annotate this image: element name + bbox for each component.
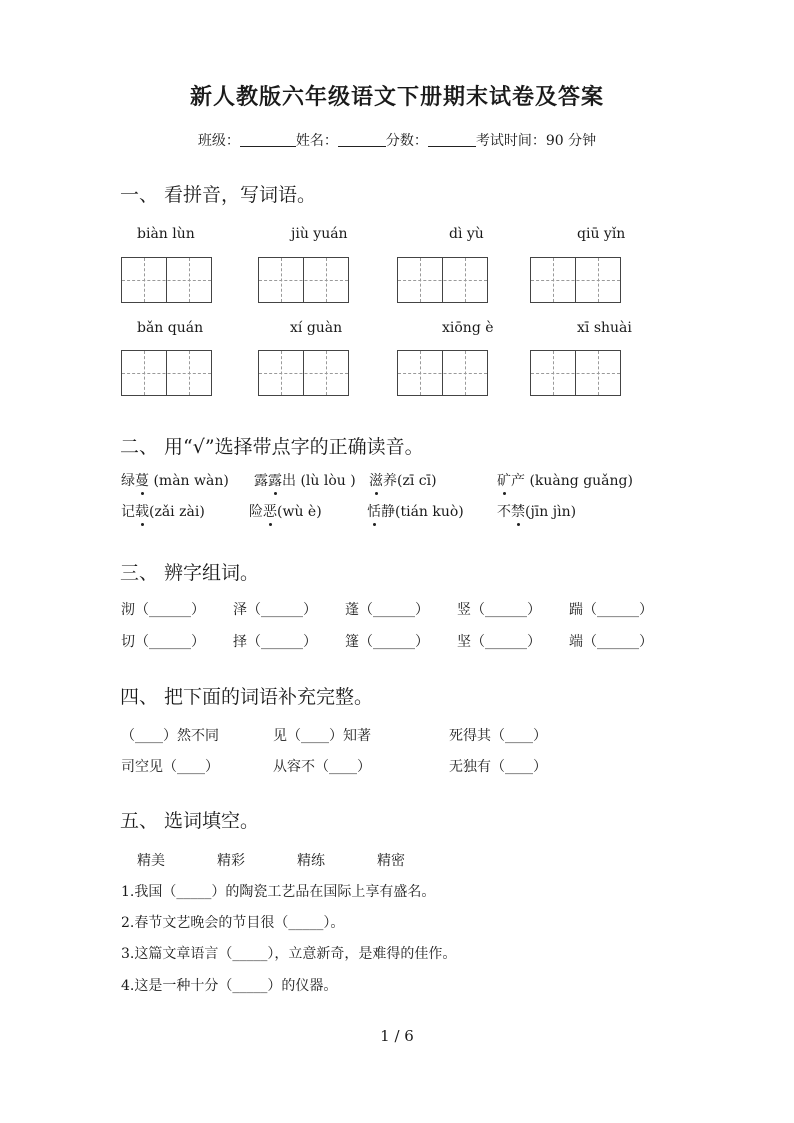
reading-item[interactable]: 矿产 (kuàng guǎng) (497, 473, 633, 489)
writing-grid[interactable] (530, 257, 621, 303)
class-label: 班级： (197, 133, 240, 149)
fill-sentence[interactable]: 1.我国（_____）的陶瓷工艺品在国际上享有盛名。 (121, 884, 436, 900)
fill-sentence[interactable]: 4.这是一种十分（_____）的仪器。 (121, 978, 338, 994)
word-blank[interactable]: 切（______） (121, 634, 205, 650)
name-label: 姓名： (295, 133, 338, 149)
word-blank[interactable]: 择（______） (233, 634, 317, 650)
idiom-blank[interactable]: 司空见（____） (121, 759, 219, 775)
idiom-blank[interactable]: 从容不（____） (273, 759, 371, 775)
word-choice: 精美 (137, 853, 165, 869)
time-label: 考试时间：90 分钟 (475, 133, 597, 149)
writing-grid[interactable] (121, 350, 212, 396)
dotted-char: 露 (268, 473, 282, 489)
idiom-blank[interactable]: （____）然不同 (121, 728, 219, 744)
pinyin-label: dì yù (449, 226, 484, 242)
word-blank[interactable]: 踹（______） (569, 602, 653, 618)
reading-item[interactable]: 不禁(jīn jìn) (497, 504, 577, 520)
reading-item[interactable]: 绿蔓 (màn wàn) (121, 473, 229, 489)
word-blank[interactable]: 蓬（______） (345, 602, 429, 618)
word-blank[interactable]: 竖（______） (457, 602, 541, 618)
word-blank[interactable]: 端（______） (569, 634, 653, 650)
writing-grid[interactable] (258, 257, 349, 303)
pinyin-label: bǎn quán (137, 320, 204, 336)
score-blank (428, 132, 476, 147)
dotted-char: 蔓 (135, 473, 149, 489)
word-choice: 精密 (377, 853, 405, 869)
dotted-char: 恶 (263, 504, 277, 520)
reading-item[interactable]: 滋养(zī cī) (369, 473, 437, 489)
writing-grid[interactable] (121, 257, 212, 303)
section-1-heading: 一、 看拼音，写词语。 (120, 184, 317, 206)
pinyin-label: biàn lùn (137, 226, 195, 242)
reading-item[interactable]: 记载(zǎi zài) (121, 504, 205, 520)
section-4-heading: 四、 把下面的词语补充完整。 (120, 686, 374, 708)
pinyin-label: xī shuài (577, 320, 632, 336)
idiom-blank[interactable]: 见（____）知著 (273, 728, 371, 744)
pinyin-label: xiōng è (442, 320, 494, 336)
idiom-blank[interactable]: 死得其（____） (449, 728, 547, 744)
page-number: 1 / 6 (380, 1027, 414, 1045)
word-blank[interactable]: 泽（______） (233, 602, 317, 618)
score-label: 分数： (385, 133, 428, 149)
reading-item[interactable]: 险恶(wù è) (249, 504, 322, 520)
word-blank[interactable]: 坚（______） (457, 634, 541, 650)
writing-grid[interactable] (530, 350, 621, 396)
word-choice: 精练 (297, 853, 325, 869)
idiom-blank[interactable]: 无独有（____） (449, 759, 547, 775)
name-blank (338, 132, 386, 147)
pinyin-label: xí guàn (290, 320, 343, 336)
pinyin-label: qiū yǐn (577, 226, 626, 242)
writing-grid[interactable] (258, 350, 349, 396)
exam-info (0, 130, 794, 150)
section-3-heading: 三、 辨字组词。 (120, 562, 260, 584)
pinyin-label: jiù yuán (291, 226, 348, 242)
dotted-char: 载 (135, 504, 149, 520)
dotted-char: 滋 (369, 473, 383, 489)
fill-sentence[interactable]: 2.春节文艺晚会的节目很（_____）。 (121, 915, 345, 931)
word-blank[interactable]: 沏（______） (121, 602, 205, 618)
word-blank[interactable]: 篷（______） (345, 634, 429, 650)
section-2-heading: 二、 用“√”选择带点字的正确读音。 (120, 436, 424, 458)
reading-item[interactable]: 露露出 (lù lòu ) (254, 473, 356, 489)
writing-grid[interactable] (397, 257, 488, 303)
fill-sentence[interactable]: 3.这篇文章语言（_____），立意新奇，是难得的佳作。 (121, 946, 457, 962)
class-blank (240, 132, 296, 147)
dotted-char: 恬 (367, 504, 381, 520)
dotted-char: 矿 (497, 473, 511, 489)
page-title: 新人教版六年级语文下册期末试卷及答案 (189, 84, 604, 110)
dotted-char: 禁 (511, 504, 525, 520)
reading-item[interactable]: 恬静(tián kuò) (367, 504, 464, 520)
writing-grid[interactable] (397, 350, 488, 396)
word-choice: 精彩 (217, 853, 245, 869)
section-5-heading: 五、 选词填空。 (120, 810, 260, 832)
